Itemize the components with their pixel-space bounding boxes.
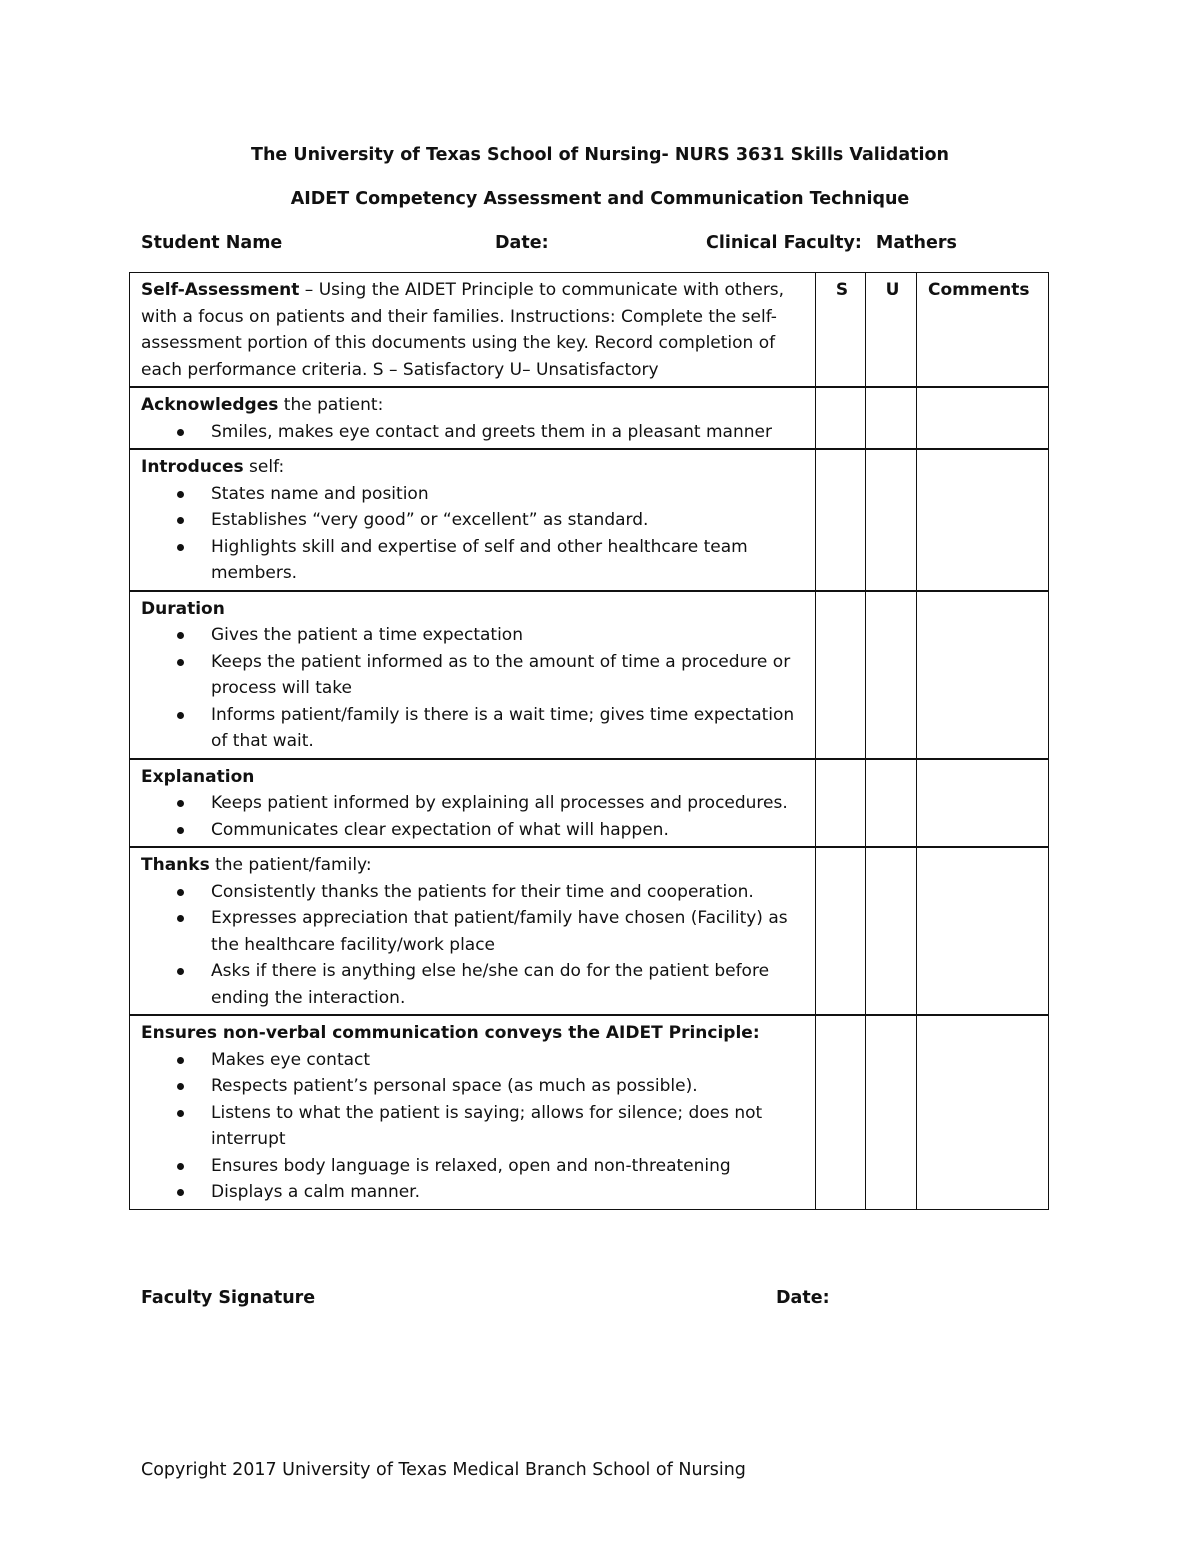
- list-item: Smiles, makes eye contact and greets them in a pleasant manner: [141, 419, 807, 446]
- clinical-faculty-value: Mathers: [875, 233, 957, 253]
- criteria-title: Introduces: [141, 457, 244, 477]
- list-item: Keeps patient informed by explaining all processes and procedures.: [141, 790, 807, 817]
- list-item: Asks if there is anything else he/she can do for the patient before ending the interaction.: [141, 958, 807, 1011]
- criteria-cell: [130, 759, 816, 848]
- criteria-cell: [130, 387, 816, 449]
- criteria-title: Ensures non-verbal communication conveys the AIDET Principle:: [141, 1023, 760, 1043]
- unsatisfactory-cell: [866, 449, 917, 591]
- criteria-heading: [141, 454, 807, 481]
- list-item: Communicates clear expectation of what will happen.: [141, 817, 807, 844]
- comments-cell: [917, 387, 1049, 449]
- list-item: Highlights skill and expertise of self and other healthcare team members.: [141, 534, 807, 587]
- table-row: [130, 449, 1049, 591]
- list-item: Expresses appreciation that patient/family have chosen (Facility) as the healthcare facility/work place: [141, 905, 807, 958]
- unsatisfactory-cell: [866, 387, 917, 449]
- list-item: Listens to what the patient is saying; allows for silence; does not interrupt: [141, 1100, 807, 1153]
- list-item: Ensures body language is relaxed, open and non-threatening: [141, 1153, 807, 1180]
- satisfactory-cell: [816, 1015, 866, 1209]
- table-header-row: [130, 273, 1049, 388]
- satisfactory-cell: [816, 387, 866, 449]
- satisfactory-cell: [816, 759, 866, 848]
- criteria-title-suffix: the patient:: [278, 395, 384, 415]
- clinical-faculty-field: [706, 233, 957, 253]
- comments-cell: [917, 449, 1049, 591]
- criteria-title-suffix: self:: [243, 457, 285, 477]
- criteria-heading: [141, 392, 807, 419]
- list-item: Respects patient’s personal space (as much as possible).: [141, 1073, 807, 1100]
- criteria-list: [141, 1047, 807, 1206]
- criteria-title-suffix: the patient/family:: [209, 855, 372, 875]
- table-row: [130, 1015, 1049, 1209]
- self-assessment-instructions: [130, 273, 816, 388]
- date-label: Date:: [495, 233, 549, 253]
- criteria-cell: [130, 847, 816, 1015]
- comments-cell: [917, 759, 1049, 848]
- satisfactory-column-header: S: [816, 273, 866, 388]
- comments-cell: [917, 847, 1049, 1015]
- criteria-heading: [141, 596, 807, 623]
- satisfactory-cell: [816, 591, 866, 759]
- unsatisfactory-cell: [866, 847, 917, 1015]
- self-assessment-heading: Self-Assessment: [141, 280, 300, 300]
- list-item: Consistently thanks the patients for their time and cooperation.: [141, 879, 807, 906]
- table-row: [130, 591, 1049, 759]
- criteria-cell: [130, 1015, 816, 1209]
- list-item: Displays a calm manner.: [141, 1179, 807, 1206]
- list-item: Makes eye contact: [141, 1047, 807, 1074]
- copyright-notice: Copyright 2017 University of Texas Medical Branch School of Nursing: [141, 1460, 746, 1480]
- page-title: The University of Texas School of Nursing- NURS 3631 Skills Validation: [251, 145, 949, 165]
- clinical-faculty-label: Clinical Faculty:: [706, 233, 862, 253]
- criteria-heading: [141, 764, 807, 791]
- assessment-table: [129, 272, 1049, 1210]
- criteria-list: [141, 790, 807, 843]
- table-row: [130, 387, 1049, 449]
- unsatisfactory-cell: [866, 1015, 917, 1209]
- table-row: [130, 759, 1049, 848]
- student-name-label: Student Name: [141, 233, 283, 253]
- page-subtitle: AIDET Competency Assessment and Communication Technique: [290, 189, 910, 209]
- satisfactory-cell: [816, 449, 866, 591]
- comments-cell: [917, 1015, 1049, 1209]
- unsatisfactory-cell: [866, 759, 917, 848]
- unsatisfactory-cell: [866, 591, 917, 759]
- comments-column-header: Comments: [917, 273, 1049, 388]
- list-item: Keeps the patient informed as to the amount of time a procedure or process will take: [141, 649, 807, 702]
- criteria-list: [141, 419, 807, 446]
- criteria-title: Thanks: [141, 855, 210, 875]
- criteria-heading: [141, 852, 807, 879]
- criteria-title: Explanation: [141, 766, 255, 787]
- comments-cell: [917, 591, 1049, 759]
- criteria-list: [141, 481, 807, 587]
- criteria-title: Duration: [141, 598, 225, 619]
- criteria-title: Acknowledges: [141, 395, 279, 415]
- criteria-list: [141, 879, 807, 1012]
- list-item: Gives the patient a time expectation: [141, 622, 807, 649]
- list-item: Establishes “very good” or “excellent” as standard.: [141, 507, 807, 534]
- signature-date-label: Date:: [776, 1288, 830, 1308]
- list-item: Informs patient/family is there is a wait time; gives time expectation of that wait.: [141, 702, 807, 755]
- table-row: [130, 847, 1049, 1015]
- list-item: States name and position: [141, 481, 807, 508]
- criteria-heading: [141, 1020, 807, 1047]
- faculty-signature-label: Faculty Signature: [141, 1288, 316, 1308]
- unsatisfactory-column-header: U: [866, 273, 917, 388]
- criteria-cell: [130, 591, 816, 759]
- criteria-list: [141, 622, 807, 755]
- satisfactory-cell: [816, 847, 866, 1015]
- self-assessment-text: – Using the AIDET Principle to communicate with others, with a focus on patients and their families. Instructions: Complete the self-assessment portion of this documents using the key. Record completion of each performance criteria. S – Satisfactory U– Unsatisfactory: [141, 280, 785, 380]
- criteria-cell: [130, 449, 816, 591]
